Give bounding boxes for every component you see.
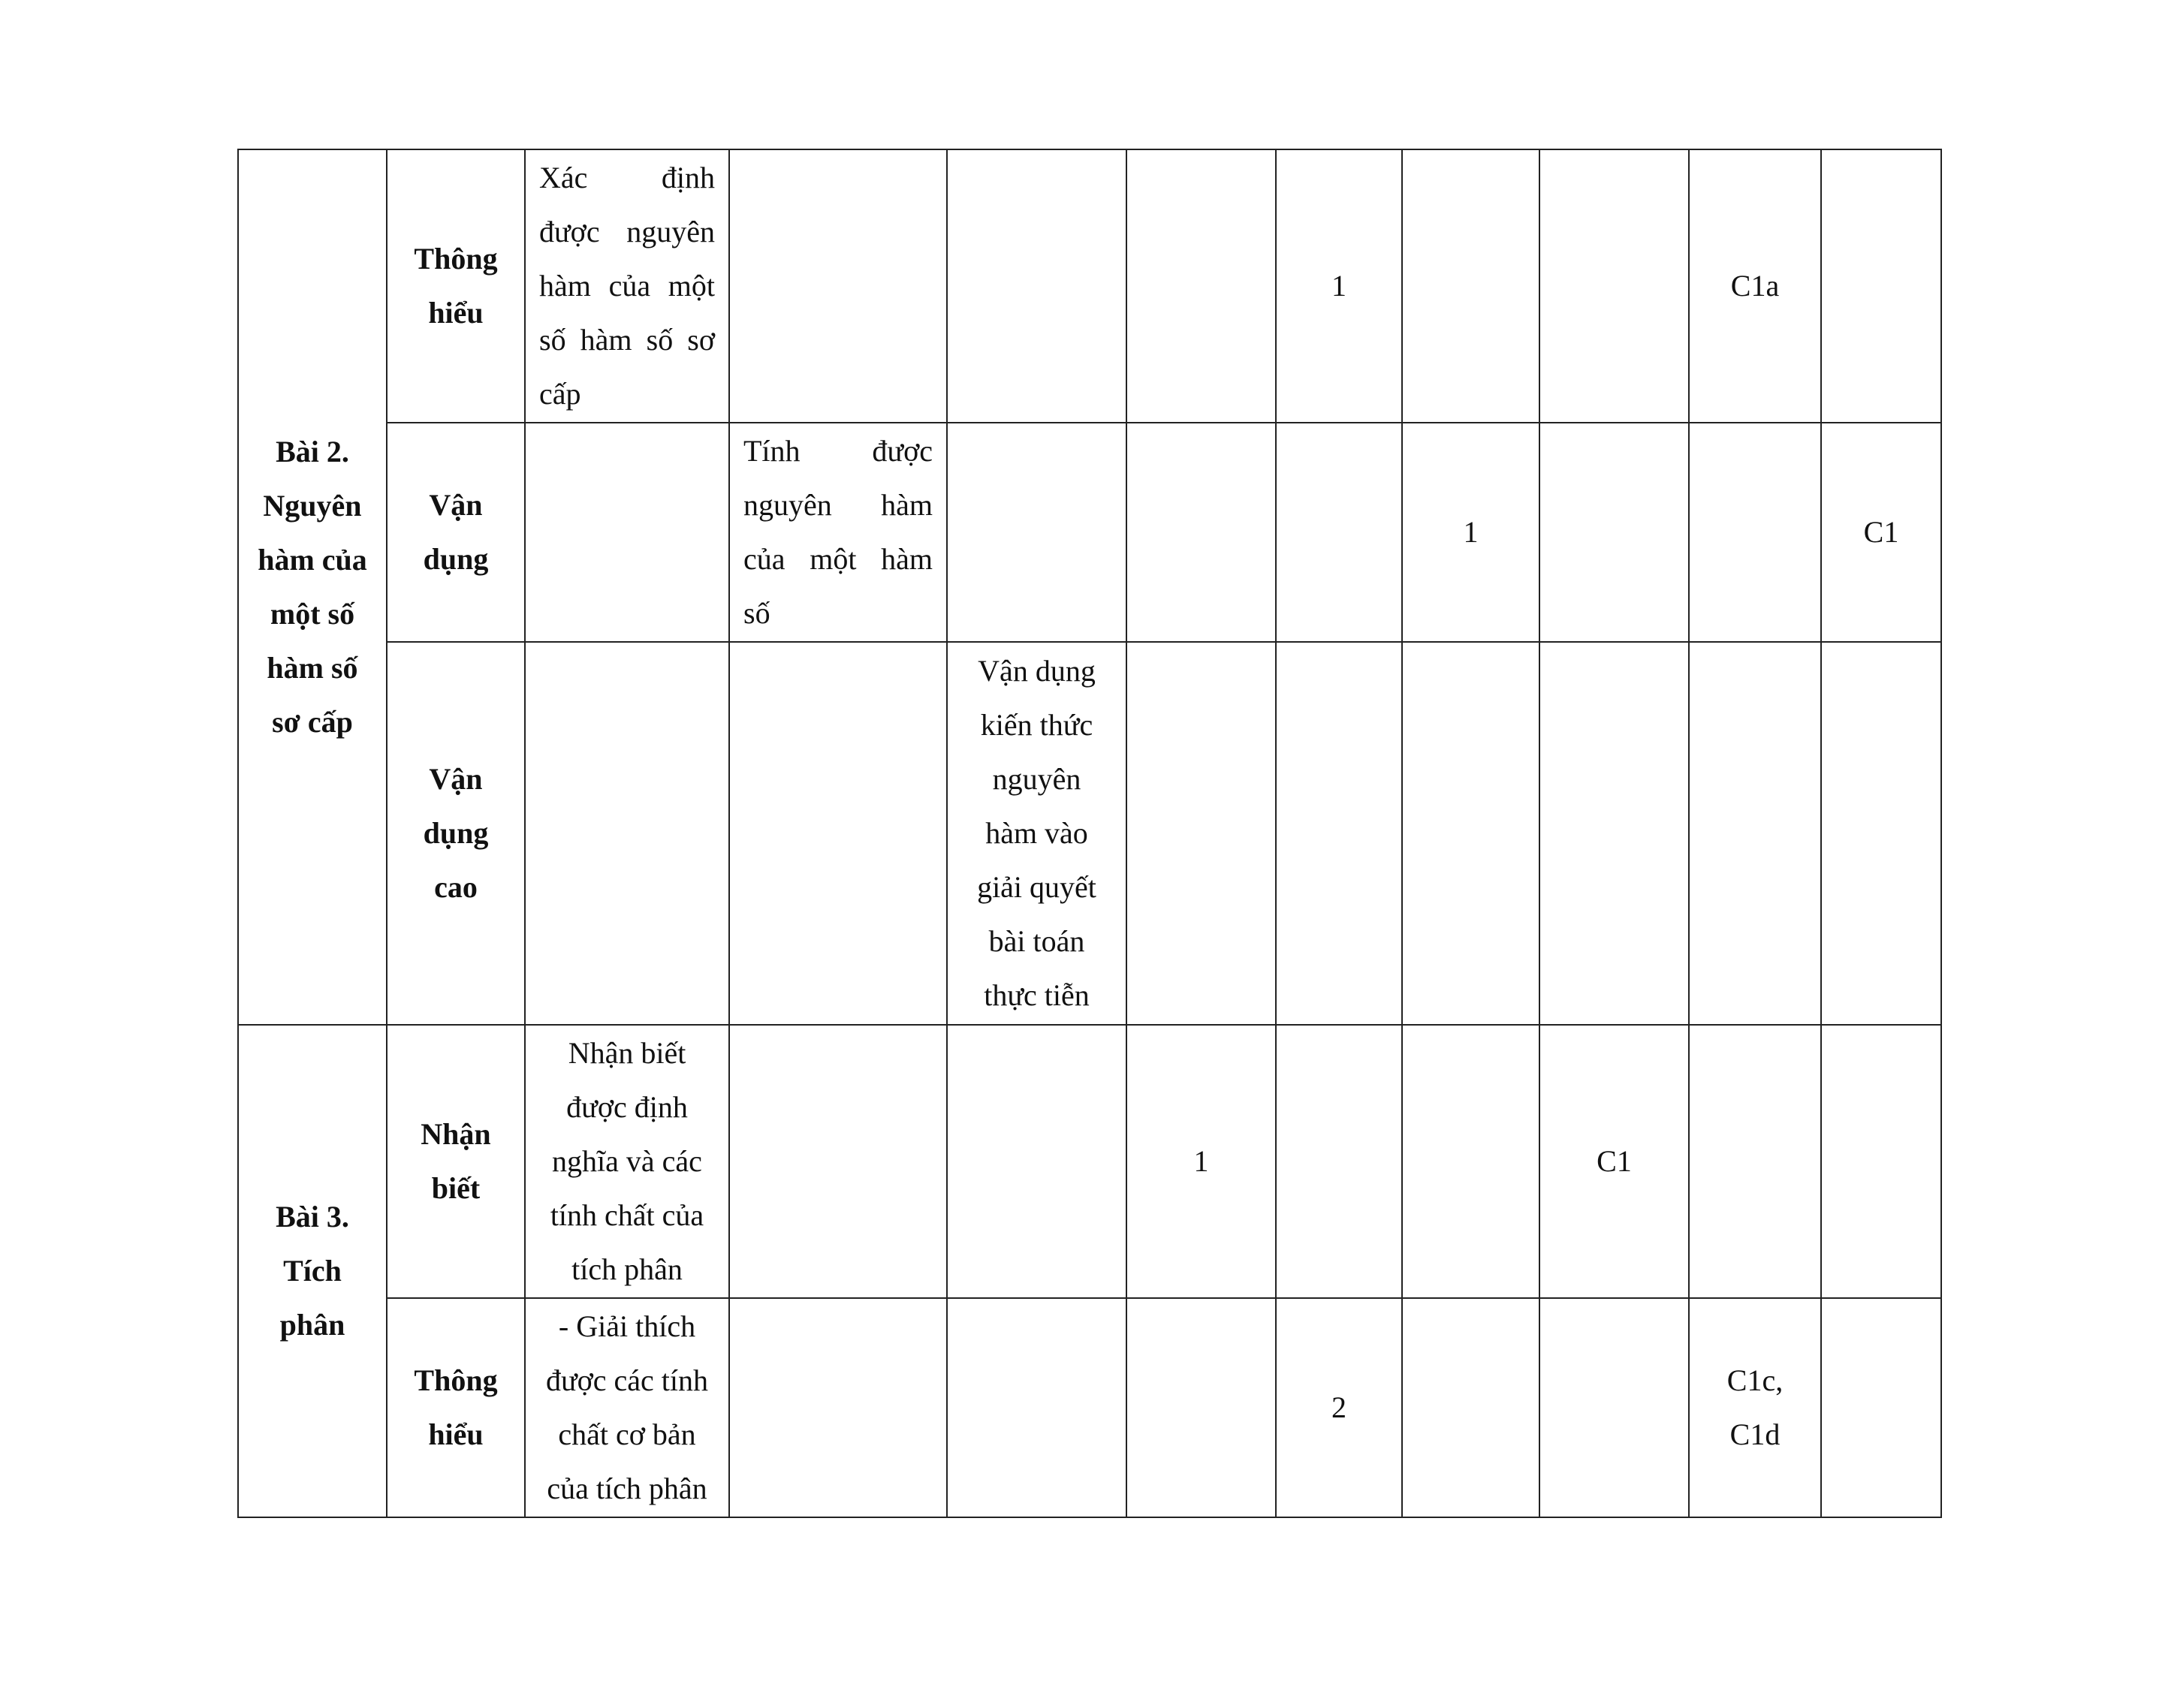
question-code-cell-van-dung: C1 bbox=[1821, 423, 1941, 642]
count-cell-van-dung: 1 bbox=[1402, 423, 1539, 642]
description-cell-van-dung bbox=[947, 1025, 1126, 1298]
assessment-matrix-table bbox=[237, 149, 1942, 1518]
count-cell-nhan-biet bbox=[1126, 1298, 1276, 1517]
count-cell-van-dung bbox=[1402, 149, 1539, 423]
topic-cell-bai-2: Bài 2. Nguyên hàm của một số hàm số sơ cấp bbox=[238, 149, 387, 1025]
question-code-cell-thong-hieu: C1c, C1d bbox=[1689, 1298, 1821, 1517]
table-row bbox=[238, 642, 1941, 1025]
description-cell-van-dung: Vận dụng kiến thức nguyên hàm vào giải quyết bài toán thực tiễn bbox=[947, 642, 1126, 1025]
question-code-cell-van-dung bbox=[1821, 149, 1941, 423]
description-cell-nhan-biet bbox=[525, 642, 729, 1025]
question-code-cell-van-dung bbox=[1821, 1025, 1941, 1298]
description-cell-van-dung bbox=[947, 423, 1126, 642]
description-cell-nhan-biet: Nhận biết được định nghĩa và các tính chất của tích phân bbox=[525, 1025, 729, 1298]
count-cell-thong-hieu bbox=[1276, 642, 1402, 1025]
count-cell-thong-hieu bbox=[1276, 1025, 1402, 1298]
question-code-cell-thong-hieu: C1a bbox=[1689, 149, 1821, 423]
table-row bbox=[238, 423, 1941, 642]
description-cell-thong-hieu bbox=[729, 642, 947, 1025]
level-cell: Thông hiểu bbox=[387, 1298, 525, 1517]
description-cell-van-dung bbox=[947, 1298, 1126, 1517]
level-cell: Thông hiểu bbox=[387, 149, 525, 423]
level-cell: Vận dụng cao bbox=[387, 642, 525, 1025]
question-code-cell-nhan-biet bbox=[1539, 423, 1689, 642]
count-cell-thong-hieu: 1 bbox=[1276, 149, 1402, 423]
description-cell-nhan-biet: - Giải thích được các tính chất cơ bản của tích phân bbox=[525, 1298, 729, 1517]
question-code-cell-van-dung bbox=[1821, 1298, 1941, 1517]
question-code-cell-thong-hieu bbox=[1689, 1025, 1821, 1298]
question-code-cell-thong-hieu bbox=[1689, 423, 1821, 642]
description-cell-nhan-biet bbox=[525, 423, 729, 642]
question-code-cell-van-dung bbox=[1821, 642, 1941, 1025]
question-code-cell-thong-hieu bbox=[1689, 642, 1821, 1025]
count-cell-thong-hieu bbox=[1276, 423, 1402, 642]
topic-cell-bai-3: Bài 3. Tích phân bbox=[238, 1025, 387, 1517]
description-cell-thong-hieu bbox=[729, 1025, 947, 1298]
count-cell-thong-hieu: 2 bbox=[1276, 1298, 1402, 1517]
level-cell: Nhận biết bbox=[387, 1025, 525, 1298]
table-row bbox=[238, 149, 1941, 423]
question-code-cell-nhan-biet bbox=[1539, 1298, 1689, 1517]
table-row bbox=[238, 1298, 1941, 1517]
count-cell-van-dung bbox=[1402, 1025, 1539, 1298]
level-cell: Vận dụng bbox=[387, 423, 525, 642]
question-code-cell-nhan-biet: C1 bbox=[1539, 1025, 1689, 1298]
description-cell-nhan-biet: Xác định được nguyên hàm của một số hàm số sơ cấp bbox=[525, 149, 729, 423]
count-cell-van-dung bbox=[1402, 1298, 1539, 1517]
description-cell-thong-hieu: Tính được nguyên hàm của một hàm số bbox=[729, 423, 947, 642]
count-cell-nhan-biet bbox=[1126, 423, 1276, 642]
count-cell-nhan-biet: 1 bbox=[1126, 1025, 1276, 1298]
question-code-cell-nhan-biet bbox=[1539, 642, 1689, 1025]
count-cell-nhan-biet bbox=[1126, 642, 1276, 1025]
count-cell-nhan-biet bbox=[1126, 149, 1276, 423]
description-cell-thong-hieu bbox=[729, 149, 947, 423]
description-cell-thong-hieu bbox=[729, 1298, 947, 1517]
count-cell-van-dung bbox=[1402, 642, 1539, 1025]
question-code-cell-nhan-biet bbox=[1539, 149, 1689, 423]
table-row bbox=[238, 1025, 1941, 1298]
description-cell-van-dung bbox=[947, 149, 1126, 423]
